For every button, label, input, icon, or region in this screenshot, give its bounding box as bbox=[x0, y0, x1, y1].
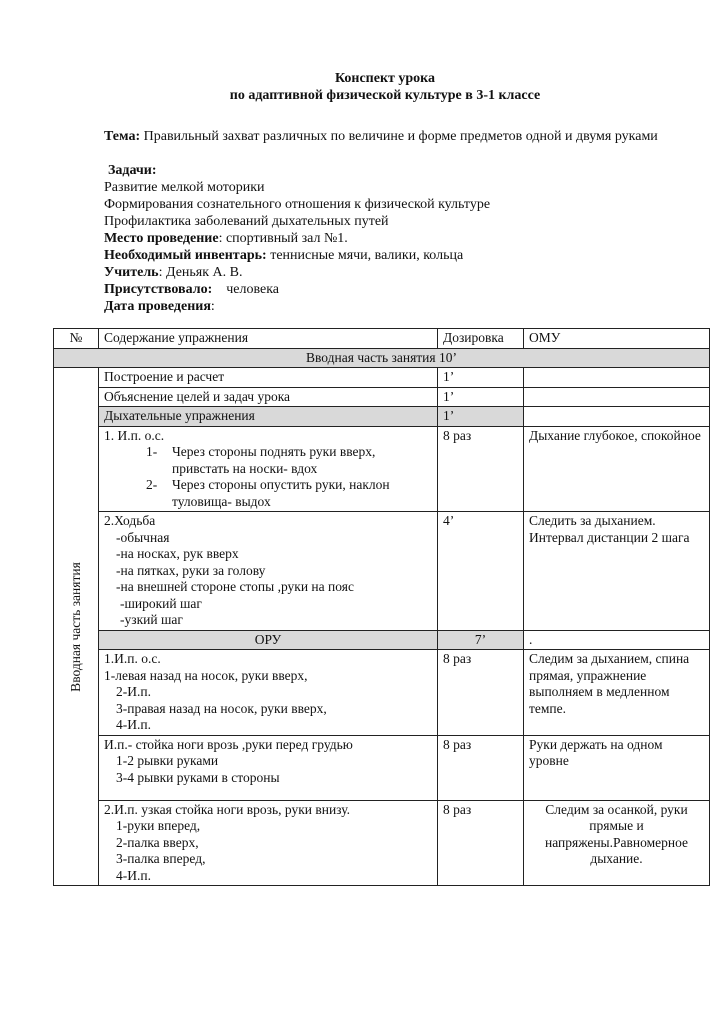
content-line: 2.Ходьба bbox=[104, 513, 156, 528]
content-line: 2.И.п. узкая стойка ноги врозь, руки внизу. bbox=[104, 801, 350, 817]
item-number: 2- bbox=[146, 477, 158, 492]
equipment-value: теннисные мячи, валики, кольца bbox=[266, 248, 464, 263]
document-title-line1: Конспект урока bbox=[334, 71, 436, 86]
row-omu: Руки держать на одном уровне bbox=[524, 735, 710, 800]
content-line: 2-палка вверх, bbox=[116, 834, 199, 850]
tasks-label: Задачи: bbox=[108, 163, 157, 178]
section-title: Вводная часть занятия 10’ bbox=[54, 348, 710, 368]
topic-label: Тема: bbox=[104, 129, 141, 144]
topic-text: Правильный захват различных по величине и форме предметов одной и двумя руками bbox=[140, 129, 658, 144]
row-omu: Дыхание глубокое, спокойное bbox=[524, 426, 710, 512]
content-line: 1-2 рывки руками bbox=[116, 753, 219, 768]
header-dose: Дозировка bbox=[438, 329, 524, 349]
table-row bbox=[54, 512, 710, 631]
row-content: ОРУ bbox=[99, 630, 438, 650]
table-row bbox=[54, 368, 710, 388]
place-value: : спортивный зал №1. bbox=[218, 231, 348, 246]
content-line: -на внешней стороне стопы ,руки на пояс bbox=[116, 579, 354, 594]
row-omu bbox=[524, 368, 710, 388]
row-dose: 8 раз bbox=[438, 735, 524, 800]
content-line: 2-И.п. bbox=[116, 684, 151, 699]
lesson-teacher bbox=[104, 264, 664, 281]
content-line: -узкий шаг bbox=[120, 612, 183, 627]
content-line: -на носках, рук вверх bbox=[116, 546, 239, 561]
row-omu: Следить за дыханием. Интервал дистанции 2 шага bbox=[524, 512, 710, 631]
side-label-cell bbox=[54, 368, 99, 886]
lesson-date bbox=[104, 298, 664, 315]
tasks-heading bbox=[104, 162, 664, 179]
lesson-present bbox=[104, 281, 664, 298]
content-line: 1. И.п. о.с. bbox=[104, 427, 165, 443]
table-row bbox=[54, 407, 710, 427]
item-text: Через стороны поднять руки вверх, bbox=[172, 444, 376, 459]
item-continuation: туловища- выдох bbox=[172, 493, 271, 509]
section-row bbox=[54, 348, 710, 368]
side-label: Вводная часть занятия bbox=[67, 561, 83, 692]
item-continuation: привстать на носки- вдох bbox=[172, 460, 318, 476]
header-omu: ОМУ bbox=[524, 329, 710, 349]
row-content bbox=[99, 650, 438, 736]
row-content: Объяснение целей и задач урока bbox=[99, 387, 438, 407]
row-content bbox=[99, 800, 438, 886]
teacher-label: Учитель bbox=[104, 265, 159, 280]
content-line: -широкий шаг bbox=[120, 595, 202, 611]
present-value: человека bbox=[212, 282, 280, 297]
header-number: № bbox=[54, 329, 99, 349]
content-line: -на пятках, руки за голову bbox=[116, 562, 266, 578]
task-item: Профилактика заболеваний дыхательных путей bbox=[104, 214, 389, 229]
content-line: 1-левая назад на носок, руки вверх, bbox=[104, 667, 308, 683]
content-line: -обычная bbox=[116, 529, 170, 545]
content-line: 1.И.п. о.с. bbox=[104, 651, 161, 666]
table-row bbox=[54, 387, 710, 407]
teacher-value: : Деньяк А. В. bbox=[158, 265, 243, 280]
row-content: Построение и расчет bbox=[99, 368, 438, 388]
row-content bbox=[99, 426, 438, 512]
date-label: Дата проведения bbox=[104, 299, 211, 314]
table-row bbox=[54, 650, 710, 736]
row-omu bbox=[524, 407, 710, 427]
header-content: Содержание упражнения bbox=[99, 329, 438, 349]
numbered-item bbox=[104, 444, 432, 461]
row-omu: . bbox=[524, 630, 710, 650]
row-dose: 7’ bbox=[438, 630, 524, 650]
date-value: : bbox=[210, 299, 215, 314]
row-content bbox=[99, 735, 438, 800]
content-line: 3-4 рывки руками в стороны bbox=[116, 769, 280, 785]
lesson-plan-table bbox=[53, 328, 710, 886]
row-dose: 8 раз bbox=[438, 426, 524, 512]
row-dose: 1’ bbox=[438, 368, 524, 388]
content-line: 4-И.п. bbox=[116, 867, 151, 883]
present-label: Присутствовало: bbox=[104, 282, 213, 297]
document-title-line2: по адаптивной физической культуре в 3-1 классе bbox=[229, 88, 541, 103]
table-row bbox=[54, 735, 710, 800]
row-dose: 8 раз bbox=[438, 800, 524, 886]
content-line: 3-палка вперед, bbox=[116, 851, 206, 866]
row-dose: 1’ bbox=[438, 407, 524, 427]
equipment-label: Необходимый инвентарь: bbox=[104, 248, 267, 263]
row-content bbox=[99, 512, 438, 631]
row-dose: 1’ bbox=[438, 387, 524, 407]
table-row bbox=[54, 800, 710, 886]
place-label: Место проведение bbox=[104, 231, 219, 246]
row-content: Дыхательные упражнения bbox=[99, 407, 438, 427]
row-omu: Следим за дыханием, спина прямая, упражнение выполняем в медленном темпе. bbox=[524, 650, 710, 736]
row-omu bbox=[524, 387, 710, 407]
row-omu: Следим за осанкой, руки прямые и напряжены.Равномерное дыхание. bbox=[524, 800, 710, 886]
task-item: Формирования сознательного отношения к физической культуре bbox=[104, 197, 491, 212]
row-dose: 4’ bbox=[438, 512, 524, 631]
table-row bbox=[54, 630, 710, 650]
item-number: 1- bbox=[146, 444, 158, 459]
lesson-equipment bbox=[104, 247, 664, 264]
table-header-row bbox=[54, 329, 710, 349]
task-item: Развитие мелкой моторики bbox=[104, 180, 265, 195]
content-line: 3-правая назад на носок, руки вверх, bbox=[116, 700, 327, 716]
numbered-item bbox=[104, 477, 432, 494]
content-line: 4-И.п. bbox=[116, 717, 151, 732]
content-line: И.п.- стойка ноги врозь ,руки перед грудью bbox=[104, 736, 353, 752]
table-row bbox=[54, 426, 710, 512]
lesson-place bbox=[104, 230, 664, 247]
item-text: Через стороны опустить руки, наклон bbox=[172, 477, 390, 492]
lesson-topic bbox=[104, 128, 664, 145]
row-dose: 8 раз bbox=[438, 650, 524, 736]
content-line: 1-руки вперед, bbox=[116, 818, 201, 833]
